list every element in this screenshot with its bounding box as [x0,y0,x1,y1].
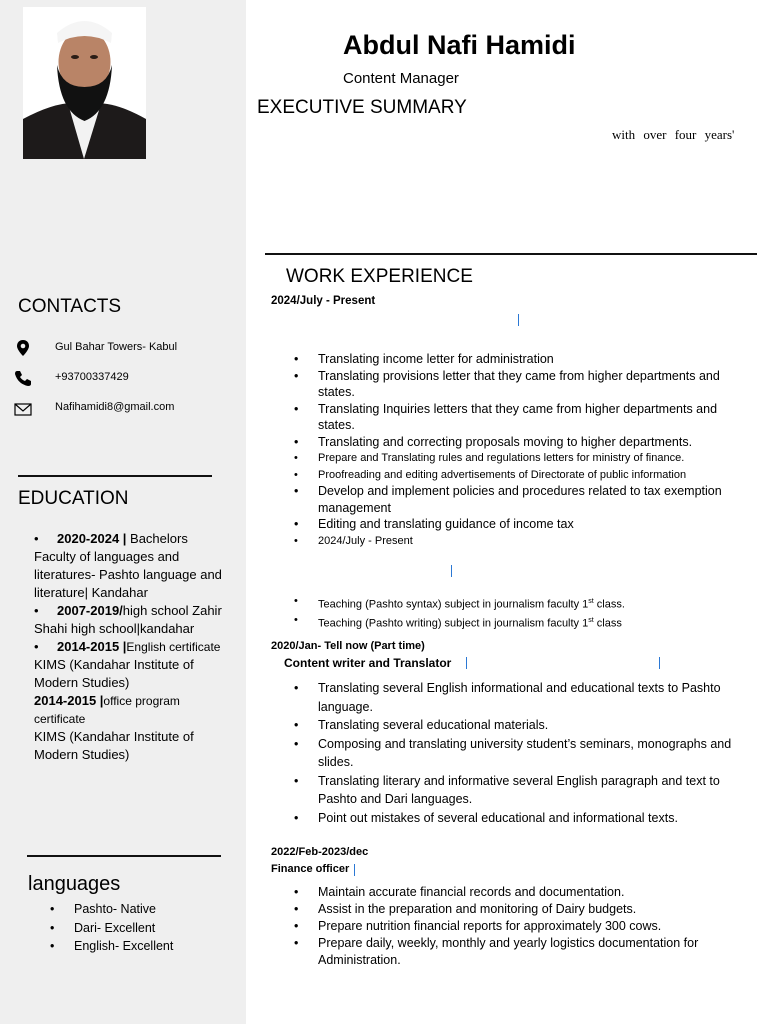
list-item: • Proofreading and editing advertisements of Directorate of public information [272,467,750,484]
education-year: 2014-2015 | [34,693,104,708]
languages-list [50,900,173,956]
location-pin-icon [14,339,32,357]
executive-summary-heading: EXECUTIVE SUMMARY [257,97,467,118]
job-duties-list [272,884,750,969]
email-link[interactable]: Nafihamidi8@gmail.com [55,401,175,413]
divider [27,855,221,857]
list-item: • Translating provisions letter that they came from higher departments and states. [272,368,750,401]
list-item: • Prepare and Translating rules and regulations letters for ministry of finance. [272,450,750,467]
phone-icon [14,369,32,387]
job-duties-list [272,351,750,549]
list-item: • Point out mistakes of several educational and informational texts. [272,809,750,828]
candidate-name: Abdul Nafi Hamidi [343,30,576,60]
education-year: 2007-2019/ [57,603,123,618]
list-item: • Translating literary and informative several English paragraph and text to Pashto and Dari languages. [272,772,750,809]
list-item: • Translating Inquiries letters that they came from higher departments and states. [272,401,750,434]
job-date: 2024/July - Present [271,295,376,307]
divider [265,253,757,255]
list-item: • 2024/July - Present [272,533,750,550]
list-item: • Teaching (Pashto syntax) subject in journalism faculty 1st class. [272,594,750,613]
text-cursor [451,565,452,577]
email-icon [14,400,32,418]
education-year: 2020-2024 | [57,531,127,546]
education-year: 2014-2015 | [57,639,127,654]
language-item: • Pashto- Native [50,900,173,919]
list-item: • Composing and translating university student’s seminars, monographs and slides. [272,735,750,772]
education-item [34,692,224,728]
job-date: 2022/Feb-2023/dec [271,846,369,858]
text-cursor [518,314,519,326]
education-item: • 2020-2024 | Bachelors Faculty of languages and literatures- Pashto language and literature| Kandahar [34,531,222,600]
education-heading: EDUCATION [18,488,129,509]
list-item: • Maintain accurate financial records and documentation. [272,884,750,901]
education-institution: KIMS (Kandahar Institute of Modern Studies) [34,657,194,690]
job-title: Content writer and Translator [284,656,452,670]
education-text: high school Zahir Shahi high school|kandahar [34,603,222,636]
education-text: office program certificate [34,694,180,726]
language-item: • Dari- Excellent [50,919,173,938]
list-item: • Translating several educational materials. [272,716,750,735]
education-item: • 2014-2015 |English certificate [34,639,221,654]
language-item: • English- Excellent [50,937,173,956]
list-item: • Develop and implement policies and procedures related to tax exemption management [272,483,750,516]
divider [18,475,212,477]
teaching-list [272,594,750,632]
text-cursor [466,657,467,669]
education-text: Bachelors Faculty of languages and literatures- Pashto language and literature| Kandahar [34,531,222,600]
executive-summary-text: with over four years' [612,127,735,142]
list-item: • Prepare daily, weekly, monthly and yearly logistics documentation for Administration. [272,935,750,969]
phone-text: +93700337429 [55,371,129,383]
address-text: Gul Bahar Towers- Kabul [55,341,178,353]
job-title: Finance officer [271,863,350,875]
list-item: • Editing and translating guidance of income tax [272,516,750,533]
list-item: • Translating and correcting proposals moving to higher departments. [272,434,750,451]
list-item: • Teaching (Pashto writing) subject in journalism faculty 1st class [272,613,750,632]
education-item: • 2007-2019/high school Zahir Shahi high school|kandahar [34,603,222,636]
job-duties-list [272,679,750,827]
languages-heading: languages [28,873,121,895]
contacts-heading: CONTACTS [18,296,122,317]
list-item: • Prepare nutrition financial reports for approximately 300 cows. [272,918,750,935]
list-item: • Assist in the preparation and monitoring of Dairy budgets. [272,901,750,918]
list-item: • Translating income letter for administration [272,351,750,368]
work-experience-heading: WORK EXPERIENCE [286,266,473,287]
text-cursor [354,864,355,876]
education-text: English certificate [126,640,221,654]
education-list [34,530,224,764]
list-item: • Translating several English informational and educational texts to Pashto language. [272,679,750,716]
profile-photo [23,7,146,159]
candidate-role: Content Manager [343,70,459,87]
text-cursor [659,657,660,669]
education-institution: KIMS (Kandahar Institute of Modern Studies) [34,729,194,762]
job-date: 2020/Jan- Tell now (Part time) [271,640,425,652]
